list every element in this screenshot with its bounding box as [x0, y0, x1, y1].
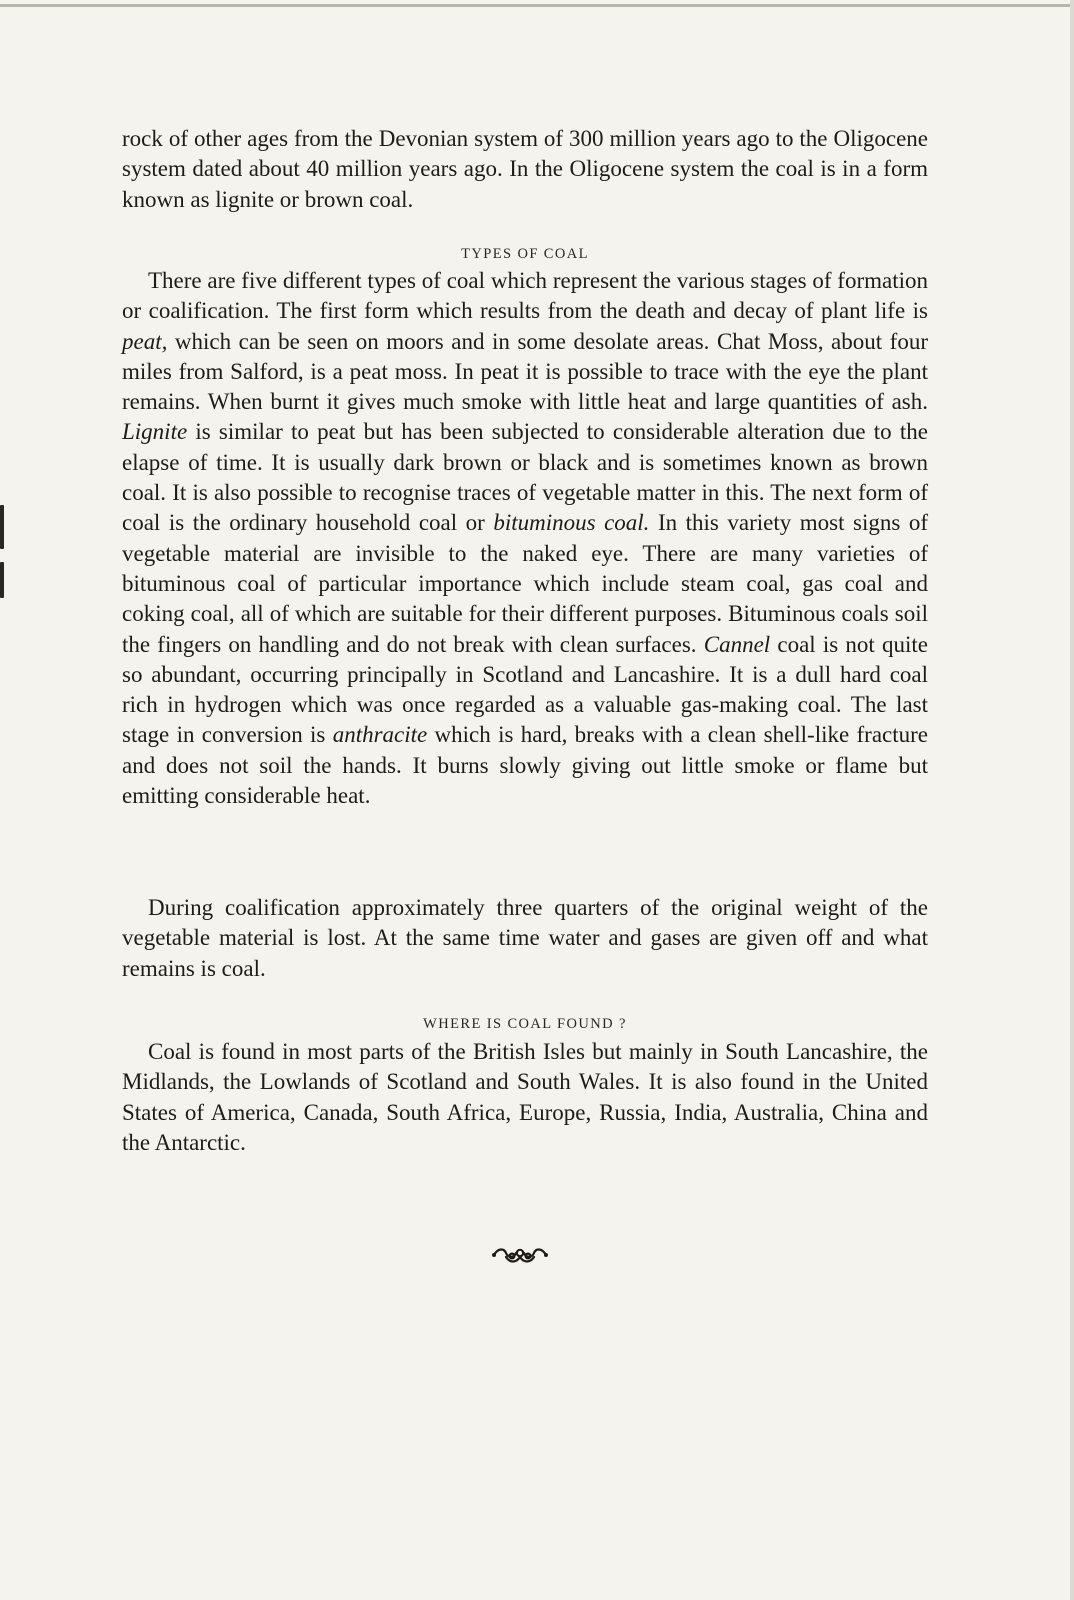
- term-cannel: Cannel: [703, 631, 771, 657]
- term-anthracite: anthracite: [332, 722, 428, 748]
- term-bituminous: bituminous coal.: [493, 510, 650, 536]
- term-peat: peat,: [122, 328, 168, 354]
- section-heading-types: TYPES OF COAL: [461, 246, 589, 262]
- right-edge-shadow: [1070, 0, 1074, 1600]
- where-paragraph: Coal is found in most parts of the British Isles but mainly in South Lancashire, the Midlands, the Lowlands of Scotland and South Wales. It is also found in the United States of America, Canada, South Africa, Europe, Russia, India, Australia, China and the Antarctic.: [122, 1039, 928, 1155]
- types-paragraph: [122, 266, 928, 811]
- left-edge-mark: [0, 505, 4, 549]
- fleuron-ornament-icon: [490, 1244, 550, 1266]
- left-edge-mark: [0, 562, 4, 598]
- term-lignite: Lignite: [122, 419, 188, 445]
- coalification-paragraph: During coalification approximately three quarters of the original weight of the vegetable material is lost. At the same time water and gases are given off and what remains is coal.: [122, 895, 928, 981]
- intro-paragraph: rock of other ages from the Devonian system of 300 million years ago to the Oligocene system dated about 40 million years ago. In the Oligocene system the coal is in a form known as lignite or brown coal.: [122, 126, 928, 212]
- top-edge-rule: [0, 4, 1074, 7]
- types-text: coal is not quite so abundant, occurring principally in Scotland and Lancashire. It is a dull hard coal rich in hydrogen which was once regarded as a valuable gas-making coal. The last stage in conversion is: [122, 631, 928, 748]
- types-text: which can be seen on moors and in some desolate areas. Chat Moss, about four miles from Salford, is a peat moss. In peat it is possible to trace with the eye the plant remains. When burnt it gives much smoke with little heat and large quantities of ash.: [122, 328, 928, 415]
- types-text: is similar to peat but has been subjected to considerable alteration due to the elapse of time. It is usually dark brown or black and is sometimes known as brown coal. It is also possible to recognise traces of vegetable matter in this. The next form of coal is the ordinary household coal or: [122, 419, 928, 536]
- types-text: In this variety most signs of vegetable material are invisible to the naked eye. There are many varieties of bituminous coal of particular importance which include steam coal, gas coal and coking coal, all of which are suitable for their different purposes. Bituminous coals soil the fingers on handling and do not break with clean surfaces.: [122, 510, 928, 657]
- section-heading-where: WHERE IS COAL FOUND ?: [423, 1016, 627, 1032]
- types-text: which is hard, breaks with a clean shell-like fracture and does not soil the hands. It burns slowly giving out little smoke or flame but emitting considerable heat.: [122, 722, 929, 809]
- types-text: There are five different types of coal which represent the various stages of formation or coalification. The first form which results from the death and decay of plant life is: [122, 268, 928, 324]
